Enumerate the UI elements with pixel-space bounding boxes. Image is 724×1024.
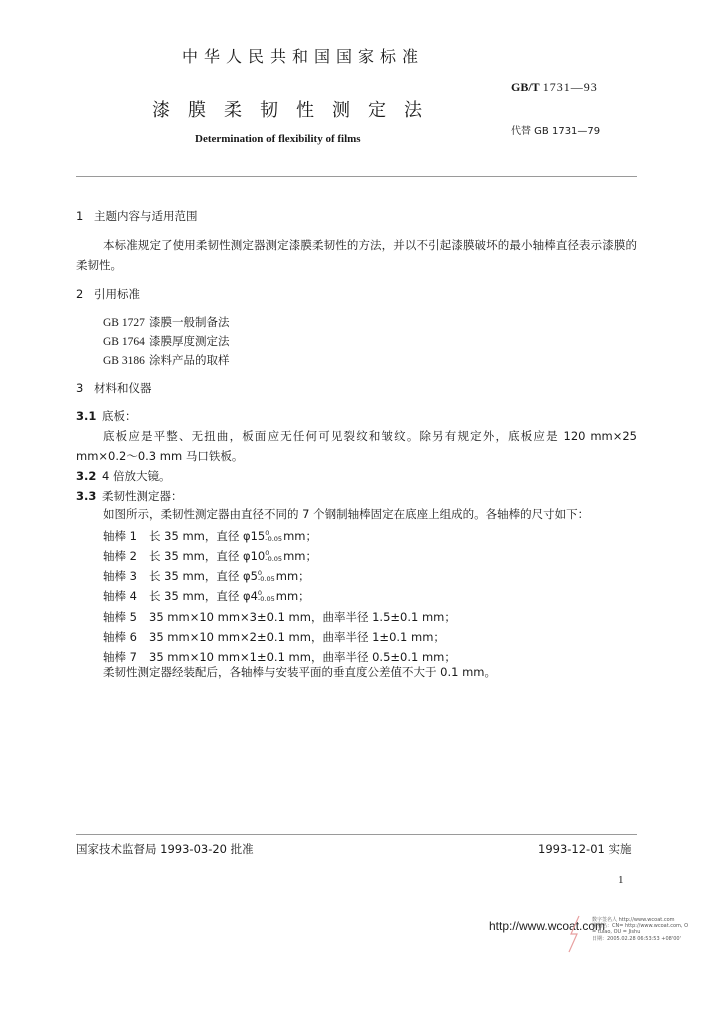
mandrel-diameter: φ10	[243, 549, 266, 563]
mandrel-row	[103, 548, 317, 564]
mandrel-unit: mm；	[275, 589, 310, 603]
section-number: 1	[76, 209, 84, 223]
section-number: 2	[76, 287, 84, 301]
signature-seal-icon	[565, 914, 585, 954]
watermark-line: 数字签名人 http://www.wcoat.com	[592, 917, 675, 923]
tolerance: 0 -0.05	[257, 569, 275, 583]
mandrel-unit: mm；	[283, 529, 317, 543]
mandrel-row	[103, 629, 445, 645]
section-title: 主题内容与适用范围	[94, 209, 198, 223]
subsection-number: 3.3	[76, 489, 97, 503]
mandrel-label: 轴棒 1	[103, 529, 137, 543]
mandrel-diameter: φ15	[243, 529, 266, 543]
standard-code	[511, 80, 598, 95]
reference-row	[103, 333, 230, 349]
reference-name: 漆膜一般制备法	[149, 315, 230, 329]
mandrel-spec: 长 35 mm，直径	[149, 529, 244, 543]
mandrel-unit: mm；	[275, 569, 310, 583]
section-2-heading	[76, 286, 140, 302]
mandrel-label: 轴棒 5	[103, 610, 137, 624]
mandrel-label: 轴棒 2	[103, 549, 137, 563]
effective-date: 1993-12-01 实施	[538, 842, 632, 856]
english-title: Determination of flexibility of films	[195, 133, 361, 145]
replaces-note: 代替 GB 1731—79	[511, 126, 601, 137]
tolerance: 0 -0.05	[257, 589, 275, 603]
section-1-heading	[76, 208, 198, 224]
reference-name: 漆膜厚度测定法	[149, 334, 230, 348]
tolerance: 0 -0.05	[265, 529, 283, 543]
subsection-3-1-heading	[76, 406, 137, 426]
reference-row	[103, 314, 230, 330]
mandrel-spec: 35 mm×10 mm×2±0.1 mm，曲率半径 1±0.1 mm；	[149, 630, 445, 644]
mandrel-label: 轴棒 3	[103, 569, 137, 583]
subsection-3-3-intro: 如图所示，柔韧性测定器由直径不同的 7 个钢制轴棒固定在底座上组成的。各轴棒的尺寸如下：	[103, 507, 590, 521]
mandrel-row	[103, 588, 310, 604]
header-divider	[76, 176, 637, 177]
subsection-3-1-paragraph: 底板应是平整、无扭曲，板面应无任何可见裂纹和皱纹。除另有规定外，底板应是 120 mm×25 mm×0.2～0.3 mm 马口铁板。	[76, 429, 637, 463]
mandrel-label: 轴棒 4	[103, 589, 137, 603]
page-number: 1	[618, 874, 624, 886]
mandrel-diameter: φ4	[243, 589, 258, 603]
mandrel-spec: 长 35 mm，直径	[149, 549, 244, 563]
standard-number: 1731—93	[542, 80, 598, 94]
section-1-paragraph: 本标准规定了使用柔韧性测定器测定漆膜柔韧性的方法，并以不引起漆膜破坏的最小轴棒直径表示漆膜的柔韧性。	[76, 238, 637, 272]
reference-name: 涂料产品的取样	[149, 353, 230, 367]
mandrel-spec: 长 35 mm，直径	[149, 589, 244, 603]
document-title: 漆膜柔韧性测定法	[152, 100, 440, 121]
subsection-text: 4 倍放大镜。	[102, 469, 171, 483]
reference-code: GB 1727	[103, 317, 145, 329]
mandrel-spec: 35 mm×10 mm×1±0.1 mm，曲率半径 0.5±0.1 mm；	[149, 650, 456, 664]
subsection-3-3-heading	[76, 486, 183, 506]
mandrel-row	[103, 609, 456, 625]
footer-divider	[76, 834, 637, 835]
subsection-number: 3.2	[76, 469, 97, 483]
reference-code: GB 1764	[103, 336, 145, 348]
reference-row	[103, 352, 230, 368]
standard-prefix: GB/T	[511, 80, 540, 94]
national-standard-label: 中华人民共和国国家标准	[182, 47, 425, 66]
watermark-line: 日期：2005.02.28 06:53:53 +08'00'	[592, 935, 681, 942]
mandrel-label: 轴棒 7	[103, 650, 137, 664]
watermark-signature-block	[592, 917, 688, 942]
section-title: 引用标准	[94, 287, 140, 301]
approval-date: 国家技术监督局 1993-03-20 批准	[76, 842, 254, 856]
mandrel-spec: 35 mm×10 mm×3±0.1 mm，曲率半径 1.5±0.1 mm；	[149, 610, 456, 624]
mandrel-unit: mm；	[283, 549, 317, 563]
mandrel-row	[103, 528, 317, 544]
subsection-title: 柔韧性测定器：	[102, 489, 183, 503]
mandrel-row	[103, 568, 310, 584]
subsection-number: 3.1	[76, 409, 97, 423]
watermark-url: http://www.wcoat.com	[489, 919, 606, 933]
section-number: 3	[76, 381, 84, 395]
mandrel-spec: 长 35 mm，直径	[149, 569, 244, 583]
reference-code: GB 3186	[103, 355, 145, 367]
subsection-3-2	[76, 466, 170, 486]
closing-sentence: 柔韧性测定器经装配后，各轴棒与安装平面的垂直度公差值不大于 0.1 mm。	[103, 665, 497, 679]
watermark-line: 辨别名：CN= http://www.wcoat.com, O	[592, 923, 689, 930]
mandrel-diameter: φ5	[243, 569, 258, 583]
mandrel-label: 轴棒 6	[103, 630, 137, 644]
section-3-heading	[76, 380, 152, 396]
section-title: 材料和仪器	[94, 381, 152, 395]
subsection-title: 底板：	[102, 409, 137, 423]
watermark-line: = tulao, OU = Jishu	[592, 929, 641, 936]
tolerance: 0 -0.05	[265, 549, 283, 563]
